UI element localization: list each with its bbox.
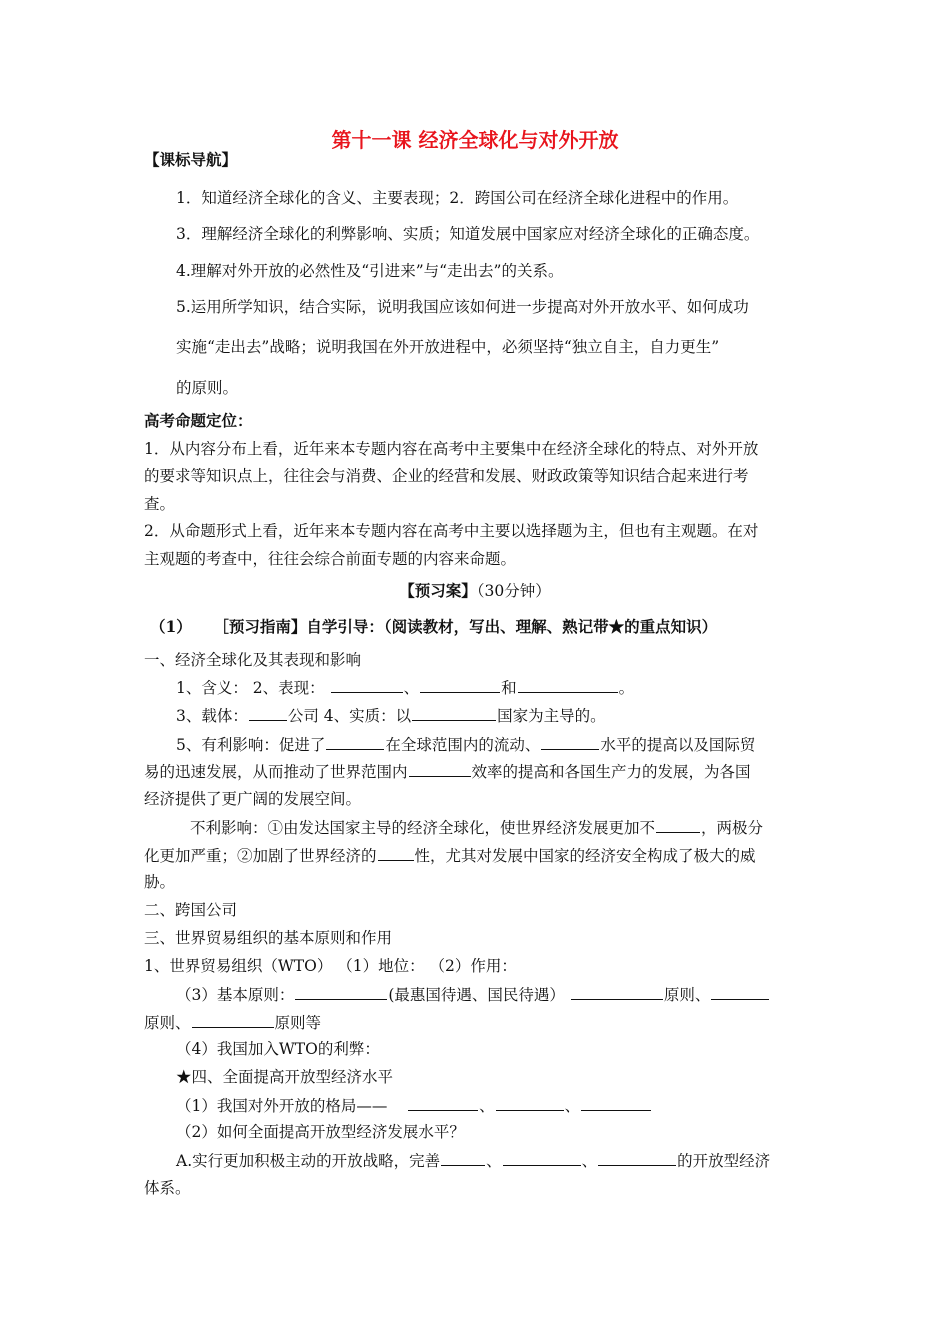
guide-text: ［预习指南】自学引导：（阅读教材，写出、理解、熟记带★的重点知识） bbox=[213, 617, 718, 636]
line-text: 5、有利影响：促进了 bbox=[176, 736, 326, 754]
fill-line bbox=[176, 677, 634, 698]
exam-heading: 高考命题定位： bbox=[144, 411, 253, 430]
guide-number: （1） bbox=[150, 617, 192, 636]
preview-heading-line bbox=[0, 581, 950, 601]
fill-line bbox=[144, 1012, 321, 1033]
answer-blank[interactable] bbox=[711, 984, 769, 1000]
line-text: （1）我国对外开放的格局—— bbox=[176, 1097, 388, 1115]
nav-item: 的原则。 bbox=[176, 379, 239, 397]
answer-blank[interactable] bbox=[408, 1095, 478, 1111]
nav-heading: 【课标导航】 bbox=[144, 150, 238, 169]
nav-item: 1．知道经济全球化的含义、主要表现；2．跨国公司在经济全球化进程中的作用。 bbox=[176, 189, 739, 207]
fill-line bbox=[176, 1095, 652, 1116]
answer-blank[interactable] bbox=[441, 1150, 485, 1166]
line-text: 原则、 bbox=[144, 1014, 191, 1032]
guide-line bbox=[150, 617, 717, 637]
text-line: 体系。 bbox=[144, 1179, 191, 1197]
section-heading: 三、世界贸易组织的基本原则和作用 bbox=[144, 929, 393, 947]
exam-line: 2．从命题形式上看，近年来本专题内容在高考中主要以选择题为主，但也有主观题。在对 bbox=[144, 522, 759, 540]
section-heading: 一、经济全球化及其表现和影响 bbox=[144, 651, 362, 669]
line-text: 和 bbox=[501, 679, 517, 697]
fill-line bbox=[144, 845, 756, 866]
preview-heading: 【预习案】 bbox=[399, 581, 477, 600]
line-text: 性，尤其对发展中国家的经济安全构成了极大的威 bbox=[414, 847, 756, 865]
page-title: 第十一课 经济全球化与对外开放 bbox=[331, 128, 619, 152]
answer-blank[interactable] bbox=[420, 677, 500, 693]
line-text: 、 bbox=[564, 1097, 581, 1115]
answer-blank[interactable] bbox=[496, 1095, 564, 1111]
line-text: 在全球范围内的流动、 bbox=[385, 736, 541, 754]
line-text: 易的迅速发展，从而推动了世界范围内 bbox=[144, 763, 408, 781]
answer-blank[interactable] bbox=[571, 984, 663, 1000]
answer-blank[interactable] bbox=[326, 734, 384, 750]
text-line: （2）如何全面提高开放型经济发展水平？ bbox=[176, 1123, 465, 1141]
exam-line: 查。 bbox=[144, 495, 176, 513]
section-heading: ★四、全面提高开放型经济水平 bbox=[176, 1068, 394, 1086]
fill-line bbox=[176, 1150, 770, 1171]
line-text: 国家为主导的。 bbox=[497, 707, 606, 725]
line-text: （3）基本原则： bbox=[176, 986, 295, 1004]
fill-line bbox=[176, 984, 770, 1005]
answer-blank[interactable] bbox=[581, 1095, 651, 1111]
exam-line: 的要求等知识点上，往往会与消费、企业的经营和发展、财政政策等知识结合起来进行考 bbox=[144, 467, 749, 485]
nav-item: 4.理解对外开放的必然性及“引进来”与“走出去”的关系。 bbox=[176, 262, 564, 280]
preview-time: （30分钟） bbox=[476, 582, 551, 600]
line-text: 、 bbox=[486, 1152, 502, 1170]
fill-line bbox=[144, 761, 751, 782]
line-text: 、 bbox=[581, 1152, 598, 1170]
answer-blank[interactable] bbox=[412, 705, 496, 721]
answer-blank[interactable] bbox=[331, 677, 403, 693]
text-line: （4）我国加入WTO的利弊： bbox=[176, 1040, 380, 1058]
nav-item: 实施“走出去”战略；说明我国在外开放进程中，必须坚持“独立自主，自力更生” bbox=[176, 338, 720, 356]
section-heading: 二、跨国公司 bbox=[144, 901, 238, 919]
line-text: ，两极分 bbox=[701, 819, 764, 837]
line-text: 水平的提高以及国际贸 bbox=[600, 736, 756, 754]
answer-blank[interactable] bbox=[409, 761, 471, 777]
line-text: 的开放型经济 bbox=[677, 1152, 771, 1170]
answer-blank[interactable] bbox=[518, 677, 618, 693]
line-text: 原则、 bbox=[663, 986, 711, 1004]
exam-line: 1．从内容分布上看，近年来本专题内容在高考中主要集中在经济全球化的特点、对外开放 bbox=[144, 440, 759, 458]
text-line: 1、世界贸易组织（WTO） （1）地位： （2）作用： bbox=[144, 957, 517, 975]
text-line: 经济提供了更广阔的发展空间。 bbox=[144, 790, 362, 808]
exam-line: 主观题的考查中，往往会综合前面专题的内容来命题。 bbox=[144, 550, 517, 568]
answer-blank[interactable] bbox=[249, 705, 287, 721]
line-text: (最惠国待遇、国民待遇） bbox=[388, 986, 565, 1004]
nav-item: 3．理解经济全球化的利弊影响、实质；知道发展中国家应对经济全球化的正确态度。 bbox=[176, 225, 760, 243]
nav-item: 5.运用所学知识，结合实际，说明我国应该如何进一步提高对外开放水平、如何成功 bbox=[176, 298, 749, 316]
line-text: 公司 4、实质：以 bbox=[287, 707, 412, 725]
fill-line bbox=[176, 705, 606, 726]
answer-blank[interactable] bbox=[378, 845, 414, 861]
answer-blank[interactable] bbox=[192, 1012, 274, 1028]
answer-blank[interactable] bbox=[503, 1150, 581, 1166]
line-text: 化更加严重；②加剧了世界经济的 bbox=[144, 847, 377, 865]
line-text: 1、含义： 2、表现： bbox=[176, 679, 325, 697]
line-text: 不利影响：①由发达国家主导的经济全球化，使世界经济发展更加不 bbox=[190, 819, 656, 837]
answer-blank[interactable] bbox=[541, 734, 599, 750]
line-text: A.实行更加积极主动的开放战略，完善 bbox=[176, 1152, 441, 1170]
line-text: 效率的提高和各国生产力的发展，为各国 bbox=[471, 763, 751, 781]
answer-blank[interactable] bbox=[598, 1150, 676, 1166]
line-text: 3、载体： bbox=[176, 707, 248, 725]
fill-line bbox=[190, 817, 763, 838]
line-text: 、 bbox=[403, 679, 420, 697]
text-line: 胁。 bbox=[144, 873, 176, 891]
answer-blank[interactable] bbox=[656, 817, 700, 833]
fill-line bbox=[176, 734, 755, 755]
answer-blank[interactable] bbox=[295, 984, 387, 1000]
line-text: 原则等 bbox=[274, 1014, 322, 1032]
line-text: 。 bbox=[618, 679, 635, 697]
line-text: 、 bbox=[479, 1097, 495, 1115]
